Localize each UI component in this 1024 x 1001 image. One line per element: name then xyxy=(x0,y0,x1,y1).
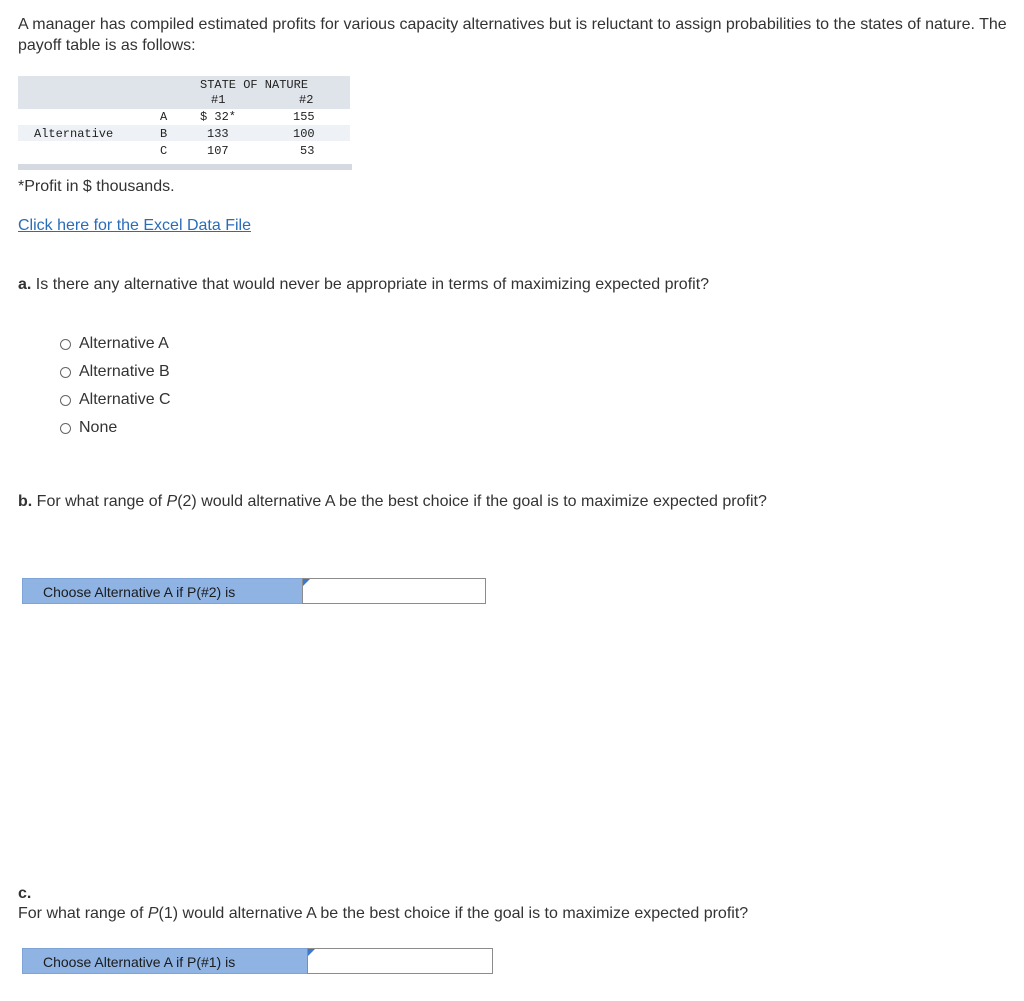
answer-row-b xyxy=(22,578,486,604)
radio-icon[interactable] xyxy=(60,423,71,434)
table-cell: 133 xyxy=(207,127,229,141)
table-cell: $ 32* xyxy=(200,110,237,124)
question-c-letter: c. xyxy=(18,885,32,902)
option-label: Alternative B xyxy=(79,363,170,380)
answer-row-c xyxy=(22,948,493,974)
radio-icon[interactable] xyxy=(60,367,71,378)
option-label: None xyxy=(79,419,118,436)
question-c-text-post: (1) would alternative A be the best choice if the goal is to maximize expected profit? xyxy=(158,905,749,922)
input-marker-icon xyxy=(308,949,315,956)
table-row-alt: A xyxy=(160,110,168,124)
radio-icon[interactable] xyxy=(60,395,71,406)
question-a-options xyxy=(60,330,171,442)
question-a-text: Is there any alternative that would never be appropriate in terms of maximizing expected profit? xyxy=(35,276,710,293)
answer-input-b[interactable] xyxy=(303,579,485,603)
question-c-text-pre: For what range of xyxy=(18,905,148,922)
payoff-table xyxy=(18,76,352,171)
question-b-p-symbol: P xyxy=(166,493,178,510)
option-label: Alternative A xyxy=(79,335,169,352)
table-footnote: *Profit in $ thousands. xyxy=(18,178,175,195)
radio-icon[interactable] xyxy=(60,339,71,350)
input-marker-icon xyxy=(303,579,310,586)
excel-data-file-link[interactable]: Click here for the Excel Data File xyxy=(18,217,251,234)
option-label: Alternative C xyxy=(79,391,171,408)
table-row-label: Alternative xyxy=(34,127,114,141)
table-cell: 107 xyxy=(207,144,229,158)
table-cell: 53 xyxy=(300,144,315,158)
table-cell: 100 xyxy=(293,127,315,141)
problem-intro: A manager has compiled estimated profits for various capacity alternatives but is reluctant to assign probabilities to the states of nature. The payoff table is as follows: xyxy=(18,16,1007,54)
answer-input-c[interactable] xyxy=(308,949,492,973)
question-b-letter: b. xyxy=(18,493,33,510)
option-alternative-b[interactable] xyxy=(60,358,171,386)
question-a xyxy=(18,275,709,295)
question-c xyxy=(18,884,748,924)
table-bottom-rule xyxy=(18,164,352,170)
table-header-state-of-nature: STATE OF NATURE xyxy=(200,78,309,92)
table-row-alt: B xyxy=(160,127,168,141)
answer-label-c: Choose Alternative A if P(#1) is xyxy=(22,948,307,974)
table-cell: 155 xyxy=(293,110,315,124)
table-col-header-2: #2 xyxy=(299,93,314,107)
question-a-letter: a. xyxy=(18,276,32,293)
question-b-text-pre: For what range of xyxy=(36,493,167,510)
option-none[interactable] xyxy=(60,414,171,442)
option-alternative-c[interactable] xyxy=(60,386,171,414)
question-c-p-symbol: P xyxy=(147,905,159,922)
question-b-text-post: (2) would alternative A be the best choice if the goal is to maximize expected profit? xyxy=(177,493,767,510)
table-col-header-1: #1 xyxy=(211,93,226,107)
answer-input-c-wrapper xyxy=(307,948,493,974)
question-b xyxy=(18,492,767,512)
option-alternative-a[interactable] xyxy=(60,330,171,358)
answer-label-b: Choose Alternative A if P(#2) is xyxy=(22,578,302,604)
answer-input-b-wrapper xyxy=(302,578,486,604)
table-row-alt: C xyxy=(160,144,168,158)
